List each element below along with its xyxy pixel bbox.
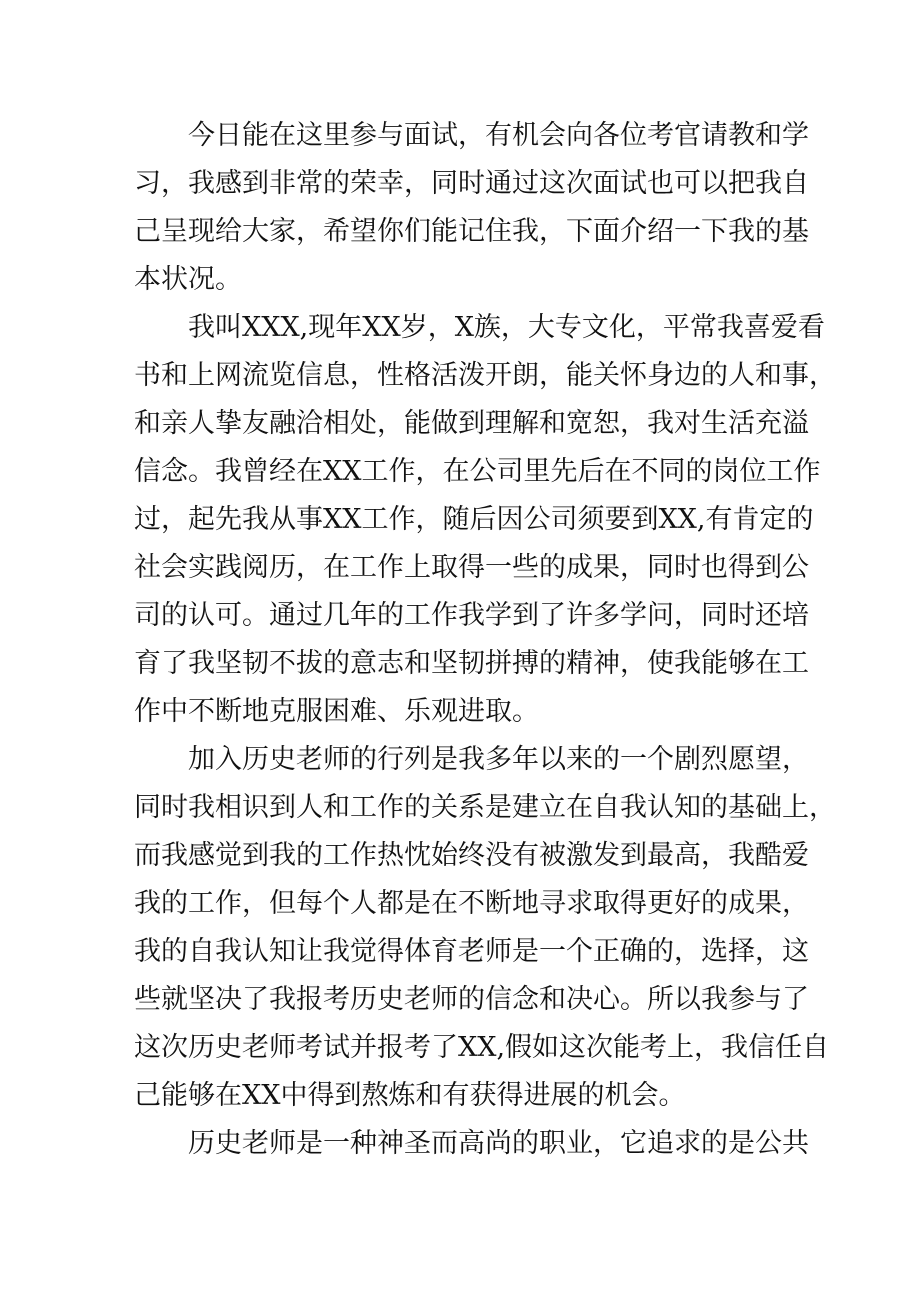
paragraph-3: [134, 736, 836, 1120]
paragraph-line: 己能够在XX中得到熬炼和有获得进展的机会。: [134, 1080, 686, 1111]
paragraph-line: 书和上网流览信息，性格活泼开朗，能关怀身边的人和事，: [134, 360, 836, 391]
paragraph-line: 己呈现给大家，希望你们能记住我，下面介绍一下我的基: [134, 216, 809, 247]
paragraph-line: 社会实践阅历，在工作上取得一些的成果，同时也得到公: [134, 552, 809, 583]
paragraph-2: [134, 304, 836, 736]
paragraph-line: 本状况。: [134, 264, 242, 295]
paragraph-line: 司的认可。通过几年的工作我学到了许多学问，同时还培: [134, 600, 809, 631]
paragraph-line: 过，起先我从事XX工作，随后因公司须要到XX,有肯定的: [134, 504, 814, 535]
paragraph-line: 而我感觉到我的工作热忱始终没有被激发到最高，我酷爱: [134, 840, 809, 871]
paragraph-line: 我的自我认知让我觉得体育老师是一个正确的，选择，这: [134, 936, 809, 967]
paragraph-line: 我叫XXX,现年XX岁，X族，大专文化，平常我喜爱看: [188, 312, 825, 343]
paragraph-line: 和亲人挚友融洽相处，能做到理解和宽恕，我对生活充溢: [134, 408, 809, 439]
paragraph-line: 这次历史老师考试并报考了XX,假如这次能考上，我信任自: [134, 1032, 830, 1063]
paragraph-line: 育了我坚韧不拔的意志和坚韧拼搏的精神，使我能够在工: [134, 648, 809, 679]
paragraph-1: [134, 112, 809, 304]
paragraph-line: 些就坚决了我报考历史老师的信念和决心。所以我参与了: [134, 984, 809, 1015]
paragraph-line: 信念。我曾经在XX工作，在公司里先后在不同的岗位工作: [134, 456, 821, 487]
paragraph-line: 加入历史老师的行列是我多年以来的一个剧烈愿望，: [188, 744, 809, 775]
paragraph-line: 我的工作，但每个人都是在不断地寻求取得更好的成果，: [134, 888, 809, 919]
paragraph-line: 今日能在这里参与面试，有机会向各位考官请教和学: [188, 120, 809, 151]
paragraph-4: [134, 1120, 809, 1168]
paragraph-line: 同时我相识到人和工作的关系是建立在自我认知的基础上，: [134, 792, 836, 823]
paragraph-line: 历史老师是一种神圣而高尚的职业，它追求的是公共: [188, 1128, 809, 1159]
paragraph-line: 习，我感到非常的荣幸，同时通过这次面试也可以把我自: [134, 168, 809, 199]
paragraph-line: 作中不断地克服困难、乐观进取。: [134, 696, 539, 727]
document-body: [134, 112, 836, 1168]
